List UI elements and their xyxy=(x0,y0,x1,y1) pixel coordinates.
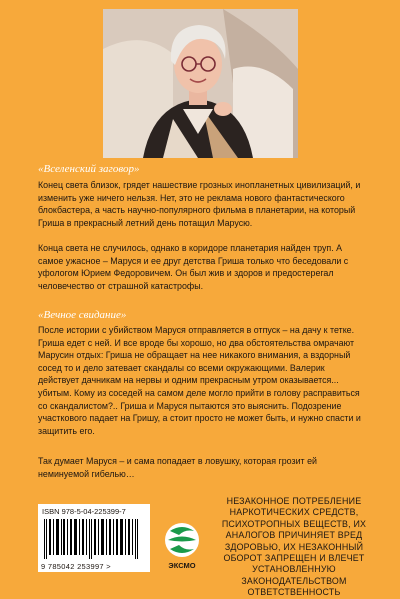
section-title-eternal-date: «Вечное свидание» xyxy=(38,309,127,321)
eksmo-logo-icon xyxy=(157,521,207,561)
barcode-bars xyxy=(44,519,144,559)
section-title-universe-conspiracy: «Вселенский заговор» xyxy=(38,163,140,175)
paragraph: Конец света близок, грядет нашествие грозных инопланетных цивилизаций, и изменить уже ничего нельзя. Нет, это не реклама нового фантастического блокбастера, а часть научно-популярного фильма в планетарии, на который Гриша в прекрасный летний день потащил Марусю. xyxy=(38,180,361,228)
publisher-logo xyxy=(157,521,207,571)
publisher-name: ЭКСМО xyxy=(168,561,196,570)
paragraph: Так думает Маруся – и сама попадает в ловушку, которая грозит ей неминуемой гибелью… xyxy=(38,456,317,479)
author-photo xyxy=(103,9,298,158)
barcode-number: 9 785042 253997 > xyxy=(41,562,111,571)
paragraph: После истории с убийством Маруся отправляется в отпуск – на дачу к тетке. Гриша едет с ней. И все вроде бы хорошо, но два обстоятельства омрачают Марусин отдых: Гриша не обращает на нее никакого внимания, а вздорный сосед то и дело затевает скандалы со всеми окружающими. Валерик действует дачникам на нервы и одним прекрасным утром оказывается... убитым. Кому из соседей на самом деле могло прийти в голову расправиться со скандалистом?.. Гриша и Маруся пытаются это выяснить. Подозрение участкового падает на Гришу, а стоит просто не может быть, и нужно спасти и защитить его. xyxy=(38,325,361,436)
barcode xyxy=(38,504,150,572)
paragraph: Конца света не случилось, однако в коридоре планетария найден труп. А самое ужасное – Маруся и ее друг детства Гриша только что беседовали с уфологом Юрием Федоровичем. Он был жив и здоров и предостерегал человечество от страшной катастрофы. xyxy=(38,243,349,291)
isbn-text: ISBN 978-5-04-225399-7 xyxy=(42,507,126,516)
legal-notice: НЕЗАКОННОЕ ПОТРЕБЛЕНИЕ НАРКОТИЧЕСКИХ СРЕДСТВ, ПСИХОТРОПНЫХ ВЕЩЕСТВ, ИХ АНАЛОГОВ ПРИЧИНЯЕТ ВРЕД ЗДОРОВЬЮ, ИХ НЕЗАКОННЫЙ ОБОРОТ ЗАПРЕЩЕН И ВЛЕЧЕТ УСТАНОВЛЕННУЮ ЗАКОНОДАТЕЛЬСТВОМ ОТВЕТСТВЕННОСТЬ xyxy=(221,496,367,598)
